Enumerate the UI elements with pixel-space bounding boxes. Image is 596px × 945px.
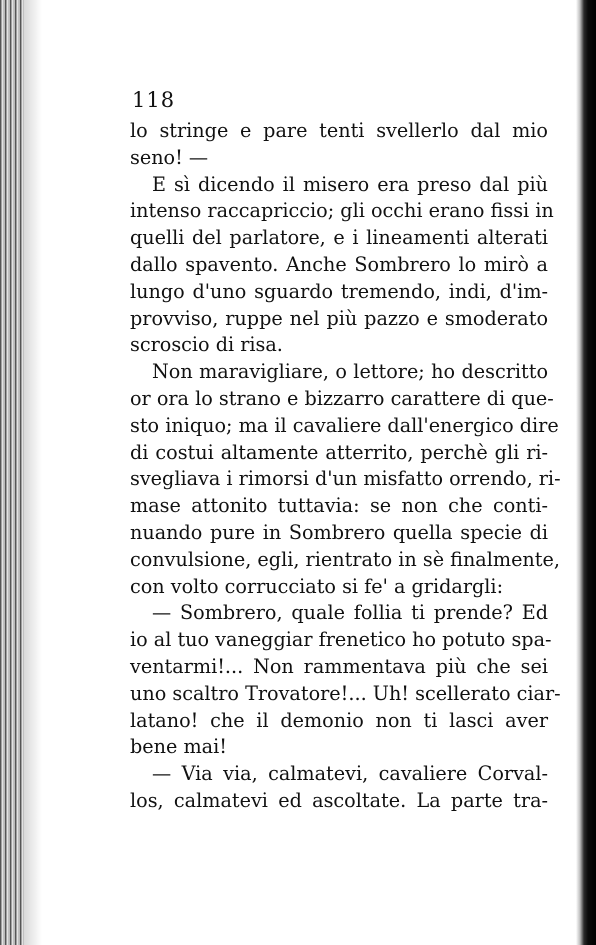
text-line: mase attonito tuttavia: se non che conti- [130, 494, 548, 518]
text-line: — Sombrero, quale follia ti prende? Ed [152, 601, 548, 625]
text-line: scroscio di risa. [130, 333, 283, 357]
text-line: or ora lo strano e bizzarro carattere di que- [130, 386, 554, 410]
text-line: Non maravigliare, o lettore; ho descritto [152, 360, 548, 384]
binding-gutter [0, 0, 24, 945]
gutter-shadow [24, 0, 42, 945]
text-line: los, calmatevi ed ascoltate. La parte tra- [130, 788, 548, 812]
text-line: lo stringe e pare tenti svellerlo dal mio [130, 119, 548, 142]
text-line: io al tuo vaneggiar frenetico ho potuto spa- [130, 628, 552, 652]
text-line: ventarmi!... Non rammentava più che sei [130, 654, 548, 678]
text-line: quelli del parlatore, e i lineamenti alterati [130, 226, 548, 250]
text-line: intenso raccapriccio; gli occhi erano fissi in [130, 199, 554, 223]
text-line: con volto corrucciato si fe' a gridargli: [130, 574, 504, 598]
text-line: lungo d'uno sguardo tremendo, indi, d'im- [130, 279, 548, 303]
page-edge [576, 0, 596, 945]
text-line: bene mai! [130, 735, 227, 759]
text-line: — Via via, calmatevi, cavaliere Corval- [152, 762, 548, 786]
text-line: nuando pure in Sombrero quella specie di [130, 520, 548, 544]
text-line: convulsione, egli, rientrato in sè finalmente, [130, 547, 560, 571]
text-line: E sì dicendo il misero era preso dal più [152, 172, 548, 196]
page-number: 118 [132, 88, 176, 112]
text-line: seno! — [130, 145, 209, 169]
text-line: latano! che il demonio non ti lasci aver [130, 708, 548, 732]
text-line: di costui altamente atterrito, perchè gli ri- [130, 440, 548, 464]
text-line: dallo spavento. Anche Sombrero lo mirò a [130, 252, 548, 276]
text-line: svegliava i rimorsi d'un misfatto orrendo, ri- [130, 467, 561, 491]
text-line: provviso, ruppe nel più pazzo e smoderato [130, 306, 548, 330]
text-line: uno scaltro Trovatore!... Uh! scellerato ciar- [130, 681, 561, 705]
text-line: sto iniquo; ma il cavaliere dall'energico dire [130, 413, 559, 437]
text-block [130, 82, 561, 815]
